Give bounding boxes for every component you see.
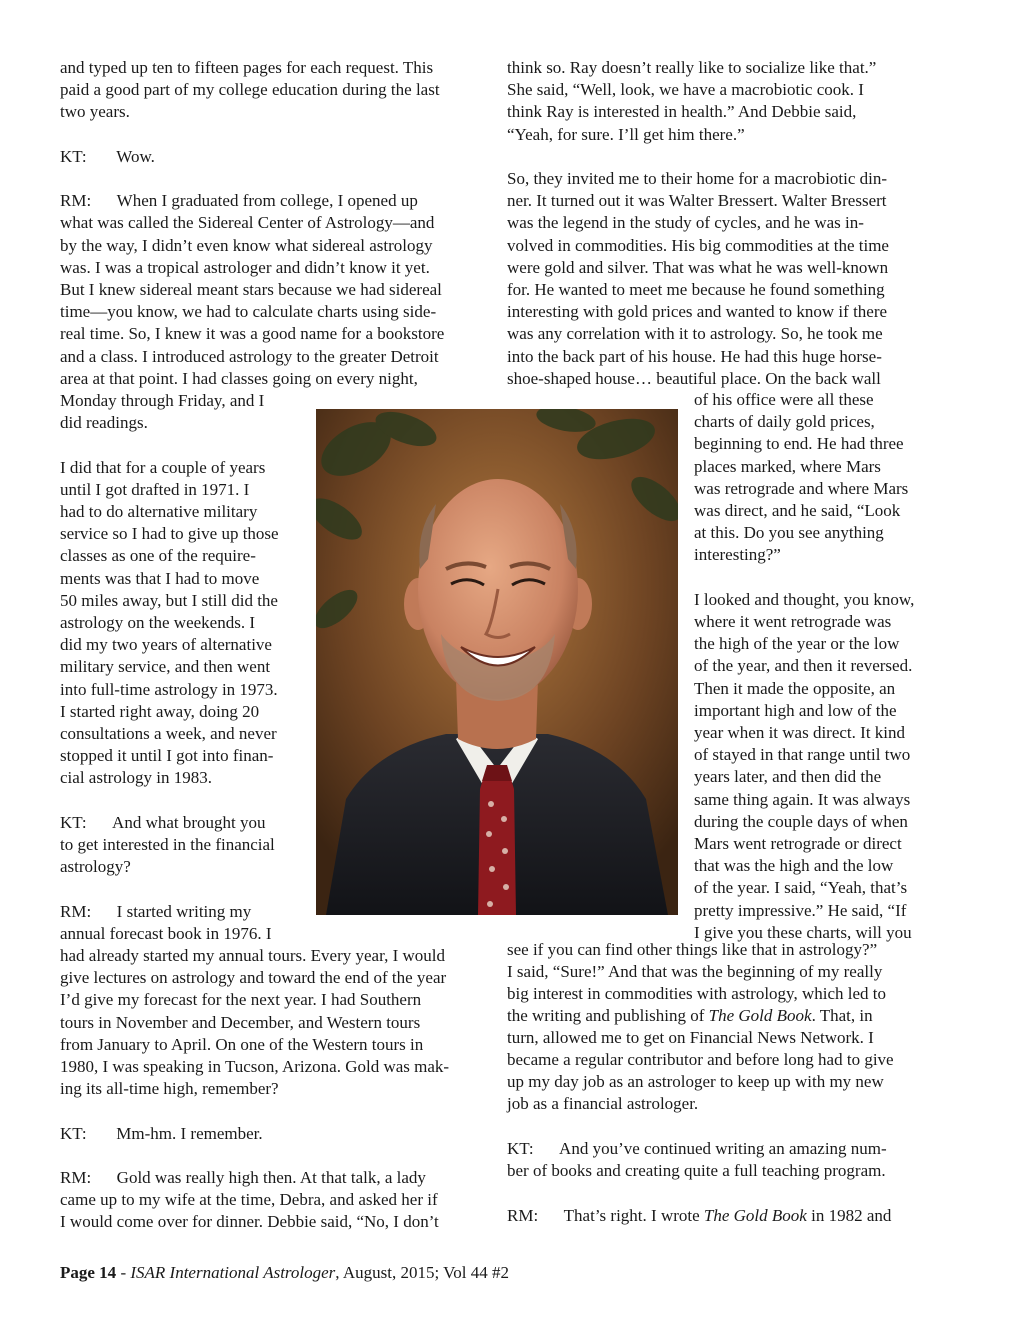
text-line: the high of the year or the low — [694, 634, 900, 654]
text-line: that was the high and the low — [694, 856, 894, 876]
text-line: give lectures on astrology and toward the end of the year — [60, 968, 447, 988]
text-line: ber of books and creating quite a full teaching program. — [507, 1161, 886, 1180]
text-line: classes as one of the require- — [60, 546, 256, 566]
text-line: I looked and thought, you know, — [694, 589, 915, 609]
portrait-photo — [316, 409, 678, 915]
text-run: RM: That’s right. I wrote — [507, 1206, 704, 1225]
text-line: KT: And you’ve continued writing an amazing num- — [507, 1139, 887, 1158]
text-line: into the back part of his house. He had this huge horse- — [507, 346, 882, 366]
text-line: I started right away, doing 20 — [60, 701, 260, 721]
text-line: important high and low of the — [694, 700, 897, 720]
text-line: ments was that I had to move — [60, 568, 260, 588]
text-line: turn, allowed me to get on Financial News Network. I — [507, 1028, 874, 1047]
text-line: ner. It turned out it was Walter Bressert. Walter Bressert — [507, 191, 887, 211]
text-line: So, they invited me to their home for a macrobiotic din- — [507, 169, 888, 188]
text-line: I did that for a couple of years — [60, 457, 266, 477]
text-line: shoe-shaped house… beautiful place. On the back wall — [507, 368, 881, 388]
text-line: astrology on the weekends. I — [60, 613, 255, 632]
text-line: interesting?” — [694, 545, 781, 565]
text-line: did my two years of alternative — [60, 635, 272, 655]
portrait-illustration — [316, 409, 678, 915]
book-title: The Gold Book — [703, 1206, 807, 1225]
footer-separator: - — [116, 1263, 131, 1282]
text-line: was. I was a tropical astrologer and didn’t know it yet. — [60, 257, 430, 277]
text-line: think so. Ray doesn’t really like to socialize like that.” — [507, 58, 877, 77]
issue-info: , August, 2015; Vol 44 #2 — [335, 1263, 509, 1282]
text-line: She said, “Well, look, we have a macrobiotic cook. I — [507, 80, 864, 100]
text-line: by the way, I didn’t even know what sidereal astrology — [60, 235, 433, 255]
text-line: volved in commodities. His big commodities at the time — [507, 235, 889, 255]
text-line: charts of daily gold prices, — [694, 412, 875, 432]
text-line: annual forecast book in 1976. I — [60, 923, 272, 943]
text-line: of the year, and then it reversed. — [694, 656, 913, 676]
text-line: came up to my wife at the time, Debra, and asked her if — [60, 1190, 438, 1210]
text-line: real time. So, I knew it was a good name for a bookstore — [60, 324, 445, 344]
text-line: had already started my annual tours. Every year, I would — [60, 946, 445, 965]
text-line: of his office were all these — [694, 390, 874, 409]
text-line: stopped it until I got into finan- — [60, 746, 274, 766]
text-line: area at that point. I had classes going on every night, — [60, 368, 418, 388]
text-line: I said, “Sure!” And that was the beginning of my really — [507, 962, 883, 981]
text-run: the writing and publishing of — [507, 1006, 709, 1025]
text-run: . That, in — [811, 1006, 873, 1025]
text-line: think Ray is interested in health.” And Debbie said, — [507, 102, 857, 122]
text-line: military service, and then went — [60, 657, 271, 677]
text-line: big interest in commodities with astrology, which led to — [507, 984, 886, 1003]
text-line: RM: When I graduated from college, I opened up — [60, 191, 418, 211]
text-line: paid a good part of my college education during the last — [60, 80, 440, 100]
text-line: service so I had to give up those — [60, 524, 279, 544]
text-line: see if you can find other things like that in astrology?” — [507, 940, 878, 959]
text-line: Mars went retrograde or direct — [694, 834, 902, 853]
text-line: to get interested in the financial — [60, 835, 275, 854]
book-title: The Gold Book — [708, 1006, 812, 1025]
text-line: “Yeah, for sure. I’ll get him there.” — [507, 124, 745, 144]
page-footer — [60, 1262, 509, 1284]
text-line: 50 miles away, but I still did the — [60, 590, 278, 610]
text-line: did readings. — [60, 413, 148, 433]
text-line: had to do alternative military — [60, 502, 258, 521]
text-line: Monday through Friday, and I — [60, 391, 265, 410]
text-line: astrology? — [60, 857, 131, 877]
text-line: two years. — [60, 102, 130, 122]
text-line: RM: Gold was really high then. At that talk, a lady — [60, 1168, 426, 1187]
text-line: where it went retrograde was — [694, 612, 892, 631]
text-line: what was called the Sidereal Center of Astrology—and — [60, 213, 435, 233]
text-line: was retrograde and where Mars — [694, 478, 909, 498]
text-line: during the couple days of when — [694, 811, 908, 831]
text-line: time—you know, we had to calculate charts using side- — [60, 302, 437, 322]
text-line: 1980, I was speaking in Tucson, Arizona. Gold was mak- — [60, 1057, 450, 1076]
text-line — [507, 1205, 891, 1227]
page-number: Page 14 — [60, 1263, 117, 1282]
text-line: I give you these charts, will you — [694, 922, 912, 942]
text-line: pretty impressive.” He said, “If — [694, 900, 907, 920]
text-line: beginning to end. He had three — [694, 434, 904, 454]
text-line: until I got drafted in 1971. I — [60, 479, 250, 499]
text-line: RM: I started writing my — [60, 901, 252, 921]
magazine-title: ISAR International Astrologer — [130, 1263, 336, 1282]
text-line: tours in November and December, and Western tours — [60, 1012, 421, 1032]
text-line: places marked, where Mars — [694, 456, 881, 476]
text-line: of the year. I said, “Yeah, that’s — [694, 878, 908, 898]
text-line: year when it was direct. It kind — [694, 723, 906, 742]
text-line: I would come over for dinner. Debbie said, “No, I don’t — [60, 1212, 439, 1232]
text-line: Then it made the opposite, an — [694, 678, 896, 698]
text-line: and typed up ten to fifteen pages for each request. This — [60, 58, 434, 77]
text-line: KT: And what brought you — [60, 812, 266, 832]
text-line: KT: Wow. — [60, 146, 155, 166]
text-line: were gold and silver. That was what he was well-known — [507, 257, 889, 277]
text-line: from January to April. On one of the Western tours in — [60, 1034, 424, 1054]
text-line: KT: Mm-hm. I remember. — [60, 1123, 263, 1143]
text-line: years later, and then did the — [694, 767, 882, 787]
text-line: consultations a week, and never — [60, 724, 277, 743]
text-line: and a class. I introduced astrology to the greater Detroit — [60, 346, 439, 366]
text-line: ing its all-time high, remember? — [60, 1079, 279, 1099]
text-line: interesting with gold prices and wanted to know if there — [507, 302, 888, 322]
text-line: into full-time astrology in 1973. — [60, 679, 278, 699]
text-line: became a regular contributor and before long had to give — [507, 1050, 894, 1069]
text-line: cial astrology in 1983. — [60, 768, 213, 788]
text-line: at this. Do you see anything — [694, 523, 884, 543]
text-line: But I knew sidereal meant stars because we had sidereal — [60, 280, 442, 299]
text-line — [507, 1005, 873, 1027]
text-line: was direct, and he said, “Look — [694, 501, 901, 520]
text-line: of stayed in that range until two — [694, 745, 911, 765]
text-line: was the legend in the study of cycles, and he was in- — [507, 213, 864, 233]
text-line: up my day job as an astrologer to keep up with my new — [507, 1072, 884, 1091]
text-line: I’d give my forecast for the next year. I had Southern — [60, 990, 422, 1010]
text-run: in 1982 and — [806, 1206, 892, 1225]
text-line: was any correlation with it to astrology. So, he took me — [507, 324, 883, 344]
text-line: same thing again. It was always — [694, 789, 911, 809]
text-line: for. He wanted to meet me because he found something — [507, 280, 885, 299]
text-line: job as a financial astrologer. — [507, 1094, 699, 1113]
